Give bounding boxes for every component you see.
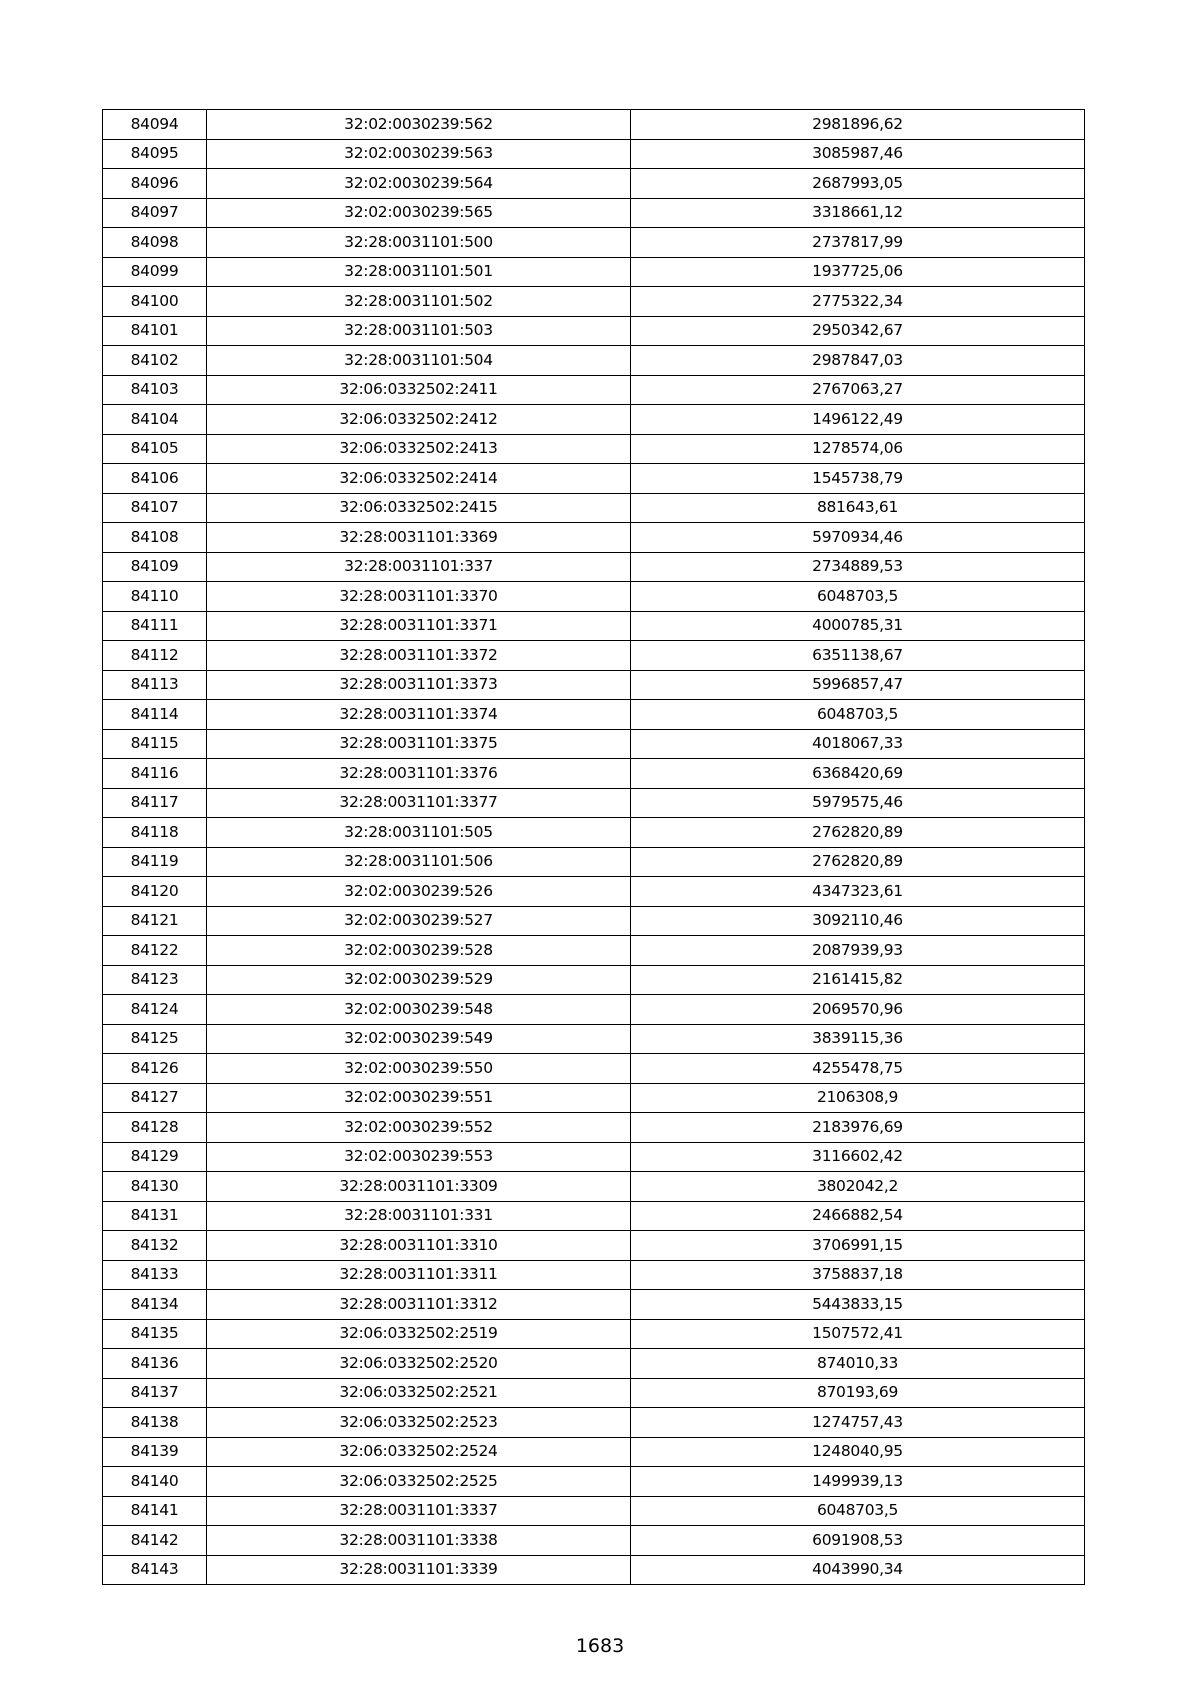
cadastral-number-cell: 32:28:0031101:3370 [207, 582, 631, 612]
value-cell: 2950342,67 [631, 316, 1085, 346]
table-body [103, 110, 1085, 1585]
row-number-cell: 84114 [103, 700, 207, 730]
cadastral-number-cell: 32:06:0332502:2525 [207, 1467, 631, 1497]
table-row [103, 1142, 1085, 1172]
cadastral-number-cell: 32:28:0031101:3339 [207, 1555, 631, 1585]
cadastral-number-cell: 32:28:0031101:331 [207, 1201, 631, 1231]
row-number-cell: 84142 [103, 1526, 207, 1556]
row-number-cell: 84124 [103, 995, 207, 1025]
row-number-cell: 84121 [103, 906, 207, 936]
row-number-cell: 84135 [103, 1319, 207, 1349]
page-number: 1683 [575, 1635, 625, 1657]
row-number-cell: 84126 [103, 1054, 207, 1084]
table-row [103, 1526, 1085, 1556]
table-row [103, 700, 1085, 730]
cadastral-number-cell: 32:28:0031101:3371 [207, 611, 631, 641]
table-row [103, 1496, 1085, 1526]
cadastral-number-cell: 32:02:0030239:553 [207, 1142, 631, 1172]
value-cell: 6048703,5 [631, 1496, 1085, 1526]
row-number-cell: 84129 [103, 1142, 207, 1172]
table-row [103, 670, 1085, 700]
cadastral-number-cell: 32:28:0031101:3373 [207, 670, 631, 700]
row-number-cell: 84097 [103, 198, 207, 228]
table-row [103, 1319, 1085, 1349]
row-number-cell: 84132 [103, 1231, 207, 1261]
row-number-cell: 84117 [103, 788, 207, 818]
table-row [103, 1024, 1085, 1054]
value-cell: 3092110,46 [631, 906, 1085, 936]
row-number-cell: 84104 [103, 405, 207, 435]
value-cell: 2775322,34 [631, 287, 1085, 317]
row-number-cell: 84130 [103, 1172, 207, 1202]
table-row [103, 405, 1085, 435]
value-cell: 1937725,06 [631, 257, 1085, 287]
table-row [103, 464, 1085, 494]
table-row [103, 1201, 1085, 1231]
cadastral-number-cell: 32:28:0031101:3374 [207, 700, 631, 730]
cadastral-number-cell: 32:06:0332502:2414 [207, 464, 631, 494]
value-cell: 5979575,46 [631, 788, 1085, 818]
cadastral-number-cell: 32:02:0030239:529 [207, 965, 631, 995]
value-cell: 2734889,53 [631, 552, 1085, 582]
value-cell: 2466882,54 [631, 1201, 1085, 1231]
value-cell: 3758837,18 [631, 1260, 1085, 1290]
table-row [103, 818, 1085, 848]
cadastral-number-cell: 32:28:0031101:3375 [207, 729, 631, 759]
cadastral-number-cell: 32:28:0031101:3372 [207, 641, 631, 671]
cadastral-number-cell: 32:28:0031101:503 [207, 316, 631, 346]
value-cell: 2762820,89 [631, 818, 1085, 848]
cadastral-number-cell: 32:28:0031101:337 [207, 552, 631, 582]
table-row [103, 523, 1085, 553]
cadastral-number-cell: 32:06:0332502:2412 [207, 405, 631, 435]
cadastral-number-cell: 32:28:0031101:506 [207, 847, 631, 877]
value-cell: 3706991,15 [631, 1231, 1085, 1261]
table-row [103, 759, 1085, 789]
table-row [103, 1083, 1085, 1113]
table-row [103, 169, 1085, 199]
table-row [103, 228, 1085, 258]
value-cell: 6368420,69 [631, 759, 1085, 789]
table-row [103, 287, 1085, 317]
value-cell: 3802042,2 [631, 1172, 1085, 1202]
value-cell: 1507572,41 [631, 1319, 1085, 1349]
cadastral-number-cell: 32:02:0030239:550 [207, 1054, 631, 1084]
table-row [103, 139, 1085, 169]
cadastral-number-cell: 32:02:0030239:551 [207, 1083, 631, 1113]
row-number-cell: 84139 [103, 1437, 207, 1467]
row-number-cell: 84134 [103, 1290, 207, 1320]
cadastral-number-cell: 32:02:0030239:565 [207, 198, 631, 228]
table-row [103, 1437, 1085, 1467]
table-row [103, 493, 1085, 523]
cadastral-number-cell: 32:06:0332502:2520 [207, 1349, 631, 1379]
row-number-cell: 84102 [103, 346, 207, 376]
table-row [103, 1467, 1085, 1497]
cadastral-number-cell: 32:06:0332502:2524 [207, 1437, 631, 1467]
table-row [103, 1349, 1085, 1379]
table-row [103, 877, 1085, 907]
cadastral-number-cell: 32:28:0031101:3309 [207, 1172, 631, 1202]
row-number-cell: 84141 [103, 1496, 207, 1526]
value-cell: 2687993,05 [631, 169, 1085, 199]
cadastral-number-cell: 32:02:0030239:526 [207, 877, 631, 907]
row-number-cell: 84108 [103, 523, 207, 553]
value-cell: 4043990,34 [631, 1555, 1085, 1585]
row-number-cell: 84113 [103, 670, 207, 700]
row-number-cell: 84101 [103, 316, 207, 346]
cadastral-number-cell: 32:02:0030239:527 [207, 906, 631, 936]
row-number-cell: 84096 [103, 169, 207, 199]
table-row [103, 346, 1085, 376]
row-number-cell: 84123 [103, 965, 207, 995]
cadastral-number-cell: 32:06:0332502:2521 [207, 1378, 631, 1408]
table-row [103, 1260, 1085, 1290]
cadastral-number-cell: 32:28:0031101:3311 [207, 1260, 631, 1290]
cadastral-number-cell: 32:28:0031101:505 [207, 818, 631, 848]
table-row [103, 110, 1085, 140]
cadastral-number-cell: 32:06:0332502:2415 [207, 493, 631, 523]
row-number-cell: 84136 [103, 1349, 207, 1379]
table-row [103, 316, 1085, 346]
value-cell: 881643,61 [631, 493, 1085, 523]
value-cell: 870193,69 [631, 1378, 1085, 1408]
data-table [102, 109, 1085, 1585]
row-number-cell: 84111 [103, 611, 207, 641]
row-number-cell: 84138 [103, 1408, 207, 1438]
cadastral-number-cell: 32:28:0031101:3337 [207, 1496, 631, 1526]
row-number-cell: 84099 [103, 257, 207, 287]
data-table-container [102, 109, 1084, 1585]
row-number-cell: 84120 [103, 877, 207, 907]
value-cell: 6048703,5 [631, 582, 1085, 612]
row-number-cell: 84137 [103, 1378, 207, 1408]
row-number-cell: 84119 [103, 847, 207, 877]
table-row [103, 1231, 1085, 1261]
row-number-cell: 84118 [103, 818, 207, 848]
cadastral-number-cell: 32:28:0031101:3369 [207, 523, 631, 553]
table-row [103, 641, 1085, 671]
row-number-cell: 84109 [103, 552, 207, 582]
value-cell: 4347323,61 [631, 877, 1085, 907]
cadastral-number-cell: 32:02:0030239:564 [207, 169, 631, 199]
row-number-cell: 84128 [103, 1113, 207, 1143]
row-number-cell: 84110 [103, 582, 207, 612]
value-cell: 5443833,15 [631, 1290, 1085, 1320]
cadastral-number-cell: 32:28:0031101:3310 [207, 1231, 631, 1261]
value-cell: 1274757,43 [631, 1408, 1085, 1438]
table-row [103, 995, 1085, 1025]
table-row [103, 1555, 1085, 1585]
cadastral-number-cell: 32:28:0031101:3377 [207, 788, 631, 818]
cadastral-number-cell: 32:06:0332502:2523 [207, 1408, 631, 1438]
row-number-cell: 84143 [103, 1555, 207, 1585]
table-row [103, 936, 1085, 966]
value-cell: 2981896,62 [631, 110, 1085, 140]
value-cell: 3318661,12 [631, 198, 1085, 228]
value-cell: 2183976,69 [631, 1113, 1085, 1143]
value-cell: 3116602,42 [631, 1142, 1085, 1172]
table-row [103, 1290, 1085, 1320]
value-cell: 874010,33 [631, 1349, 1085, 1379]
value-cell: 1496122,49 [631, 405, 1085, 435]
table-row [103, 1113, 1085, 1143]
cadastral-number-cell: 32:28:0031101:504 [207, 346, 631, 376]
row-number-cell: 84140 [103, 1467, 207, 1497]
cadastral-number-cell: 32:02:0030239:549 [207, 1024, 631, 1054]
table-row [103, 965, 1085, 995]
value-cell: 5996857,47 [631, 670, 1085, 700]
value-cell: 2737817,99 [631, 228, 1085, 258]
row-number-cell: 84103 [103, 375, 207, 405]
cadastral-number-cell: 32:02:0030239:562 [207, 110, 631, 140]
value-cell: 2762820,89 [631, 847, 1085, 877]
value-cell: 2767063,27 [631, 375, 1085, 405]
cadastral-number-cell: 32:06:0332502:2519 [207, 1319, 631, 1349]
row-number-cell: 84125 [103, 1024, 207, 1054]
value-cell: 1499939,13 [631, 1467, 1085, 1497]
row-number-cell: 84116 [103, 759, 207, 789]
cadastral-number-cell: 32:06:0332502:2411 [207, 375, 631, 405]
cadastral-number-cell: 32:02:0030239:528 [207, 936, 631, 966]
table-row [103, 434, 1085, 464]
cadastral-number-cell: 32:06:0332502:2413 [207, 434, 631, 464]
row-number-cell: 84131 [103, 1201, 207, 1231]
table-row [103, 729, 1085, 759]
table-row [103, 198, 1085, 228]
value-cell: 2087939,93 [631, 936, 1085, 966]
row-number-cell: 84133 [103, 1260, 207, 1290]
value-cell: 4018067,33 [631, 729, 1085, 759]
value-cell: 1545738,79 [631, 464, 1085, 494]
cadastral-number-cell: 32:28:0031101:3312 [207, 1290, 631, 1320]
row-number-cell: 84094 [103, 110, 207, 140]
row-number-cell: 84127 [103, 1083, 207, 1113]
cadastral-number-cell: 32:02:0030239:563 [207, 139, 631, 169]
value-cell: 3085987,46 [631, 139, 1085, 169]
value-cell: 5970934,46 [631, 523, 1085, 553]
table-row [103, 1054, 1085, 1084]
value-cell: 3839115,36 [631, 1024, 1085, 1054]
row-number-cell: 84112 [103, 641, 207, 671]
table-row [103, 906, 1085, 936]
value-cell: 2106308,9 [631, 1083, 1085, 1113]
table-row [103, 1408, 1085, 1438]
table-row [103, 1378, 1085, 1408]
value-cell: 4000785,31 [631, 611, 1085, 641]
table-row [103, 1172, 1085, 1202]
value-cell: 2987847,03 [631, 346, 1085, 376]
cadastral-number-cell: 32:02:0030239:548 [207, 995, 631, 1025]
table-row [103, 582, 1085, 612]
table-row [103, 257, 1085, 287]
row-number-cell: 84100 [103, 287, 207, 317]
row-number-cell: 84107 [103, 493, 207, 523]
value-cell: 4255478,75 [631, 1054, 1085, 1084]
value-cell: 6351138,67 [631, 641, 1085, 671]
row-number-cell: 84122 [103, 936, 207, 966]
row-number-cell: 84106 [103, 464, 207, 494]
table-row [103, 375, 1085, 405]
cadastral-number-cell: 32:28:0031101:3338 [207, 1526, 631, 1556]
value-cell: 2069570,96 [631, 995, 1085, 1025]
value-cell: 1278574,06 [631, 434, 1085, 464]
value-cell: 2161415,82 [631, 965, 1085, 995]
row-number-cell: 84098 [103, 228, 207, 258]
value-cell: 6048703,5 [631, 700, 1085, 730]
table-row [103, 788, 1085, 818]
cadastral-number-cell: 32:28:0031101:500 [207, 228, 631, 258]
table-row [103, 552, 1085, 582]
value-cell: 1248040,95 [631, 1437, 1085, 1467]
table-row [103, 847, 1085, 877]
value-cell: 6091908,53 [631, 1526, 1085, 1556]
cadastral-number-cell: 32:28:0031101:3376 [207, 759, 631, 789]
row-number-cell: 84115 [103, 729, 207, 759]
cadastral-number-cell: 32:28:0031101:501 [207, 257, 631, 287]
row-number-cell: 84105 [103, 434, 207, 464]
table-row [103, 611, 1085, 641]
cadastral-number-cell: 32:28:0031101:502 [207, 287, 631, 317]
cadastral-number-cell: 32:02:0030239:552 [207, 1113, 631, 1143]
row-number-cell: 84095 [103, 139, 207, 169]
